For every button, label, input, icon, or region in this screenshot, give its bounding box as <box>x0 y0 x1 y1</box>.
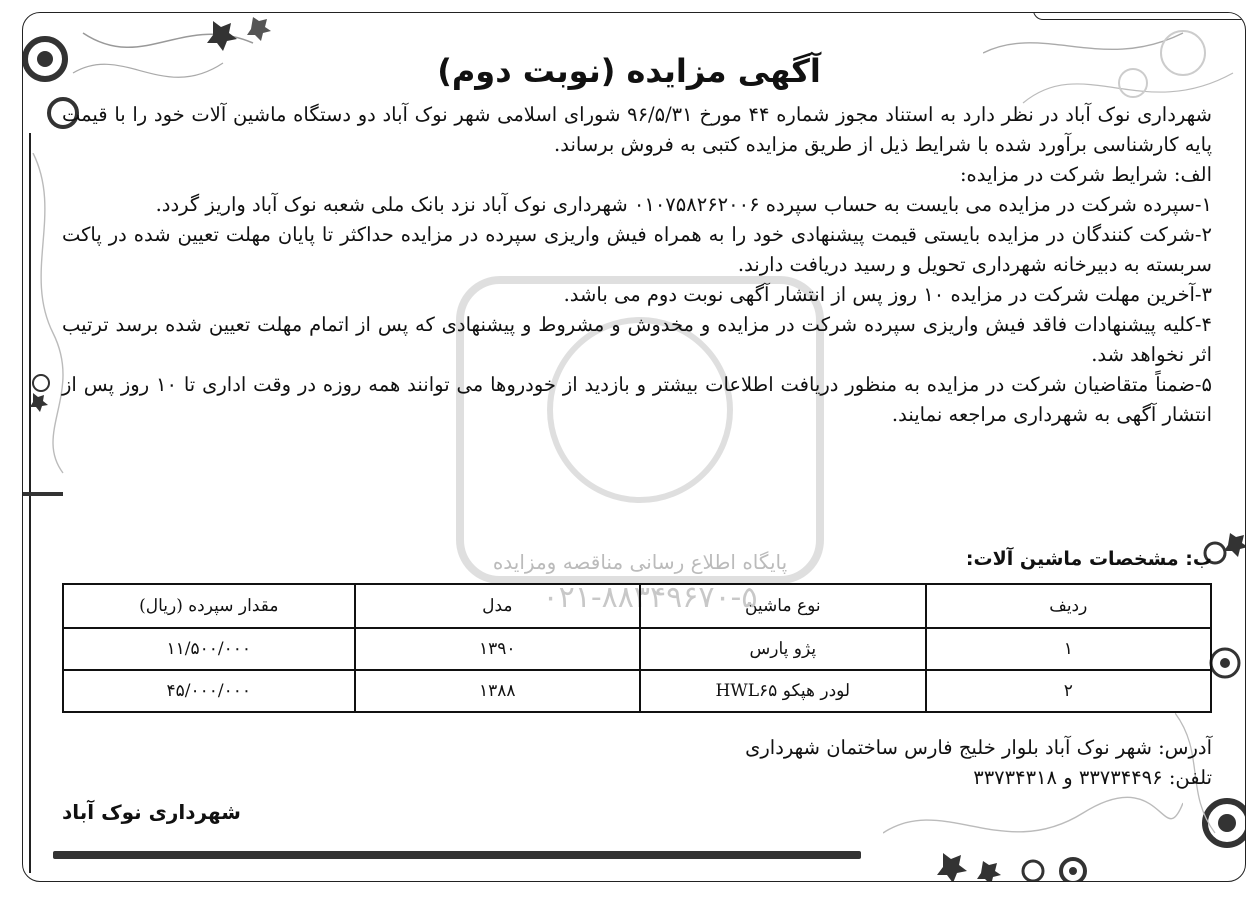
signature: شهرداری نوک آباد <box>62 800 241 824</box>
condition-item: ۵-ضمناً متقاضیان شرکت در مزایده به منظور دریافت اطلاعات بیشتر و بازدید از خودروها می توانند همه روزه در وقت اداری تا ۱۰ روز پس از انتشار آگهی به شهرداری مراجعه نمایند. <box>62 373 1212 426</box>
cell-machine-type: لودر هپکو HWL۶۵ <box>640 670 926 712</box>
specs-heading: ب: مشخصات ماشین آلات: <box>965 548 1212 570</box>
intro-paragraph: شهرداری نوک آباد در نظر دارد به استناد مجوز شماره ۴۴ مورخ ۹۶/۵/۳۱ شورای اسلامی شهر نوک آباد دو دستگاه ماشین آلات خود را با قیمت پایه کارشناسی برآورد شده با شرایط ذیل از طریق مزایده کتبی به فروش برساند. <box>62 103 1212 156</box>
table-row <box>63 628 1211 670</box>
frame-top-tab <box>1033 12 1246 20</box>
ad-body <box>62 100 1212 430</box>
watermark-text: پایگاه اطلاع رسانی مناقصه ومزایده <box>492 550 788 574</box>
condition-item: ۱-سپرده شرکت در مزایده می بایست به حساب سپرده ۰۱۰۷۵۸۲۶۲۰۰۶ شهرداری نوک آباد نزد بانک ملی شعبه نوک آباد واریز گردد. <box>155 193 1212 216</box>
machines-table <box>62 583 1212 713</box>
table-header-row <box>63 584 1211 628</box>
cell-row-number: ۱ <box>926 628 1211 670</box>
conditions-heading: الف: شرایط شرکت در مزایده: <box>959 163 1212 186</box>
condition-item: ۳-آخرین مهلت شرکت در مزایده ۱۰ روز پس از انتشار آگهی نوبت دوم می باشد. <box>563 283 1212 306</box>
cell-deposit: ۴۵/۰۰۰/۰۰۰ <box>63 670 355 712</box>
condition-item: ۲-شرکت کنندگان در مزایده بایستی قیمت پیشنهادی خود را به همراه فیش واریزی سپرده در مزایده حداکثر تا پایان مهلت تعیین شده در پاکت سربسته به دبیرخانه شهرداری تحویل و رسید دریافت دارند. <box>62 223 1212 276</box>
condition-item: ۴-کلیه پیشنهادات فاقد فیش واریزی سپرده شرکت در مزایده و مخدوش و مشروط و پیشنهادی که پس از اتمام مهلت تعیین شده برسد ترتیب اثر نخواهد شد. <box>62 313 1212 366</box>
cell-model: ۱۳۹۰ <box>355 628 640 670</box>
header-machine-type: نوع ماشین <box>640 584 926 628</box>
contact-block <box>745 733 1212 793</box>
cell-deposit: ۱۱/۵۰۰/۰۰۰ <box>63 628 355 670</box>
left-mid-rule <box>23 492 63 496</box>
address-line: آدرس: شهر نوک آباد بلوار خلیج فارس ساختمان شهرداری <box>745 736 1212 759</box>
cell-model: ۱۳۸۸ <box>355 670 640 712</box>
bottom-rule <box>53 851 861 859</box>
header-model: مدل <box>355 584 640 628</box>
ad-title: آگهی مزایده (نوبت دوم) <box>437 52 821 90</box>
phone-line: تلفن: ۳۳۷۳۴۴۹۶ و ۳۳۷۳۴۳۱۸ <box>973 766 1212 789</box>
header-row-number: ردیف <box>926 584 1211 628</box>
cell-machine-type: پژو پارس <box>640 628 926 670</box>
frame-left-rule <box>29 133 31 873</box>
table-row <box>63 670 1211 712</box>
cell-row-number: ۲ <box>926 670 1211 712</box>
watermark-phone: ۰۲۱-۸۸۳۴۹۶۷۰-۵ <box>542 580 758 615</box>
header-deposit: مقدار سپرده (ریال) <box>63 584 355 628</box>
